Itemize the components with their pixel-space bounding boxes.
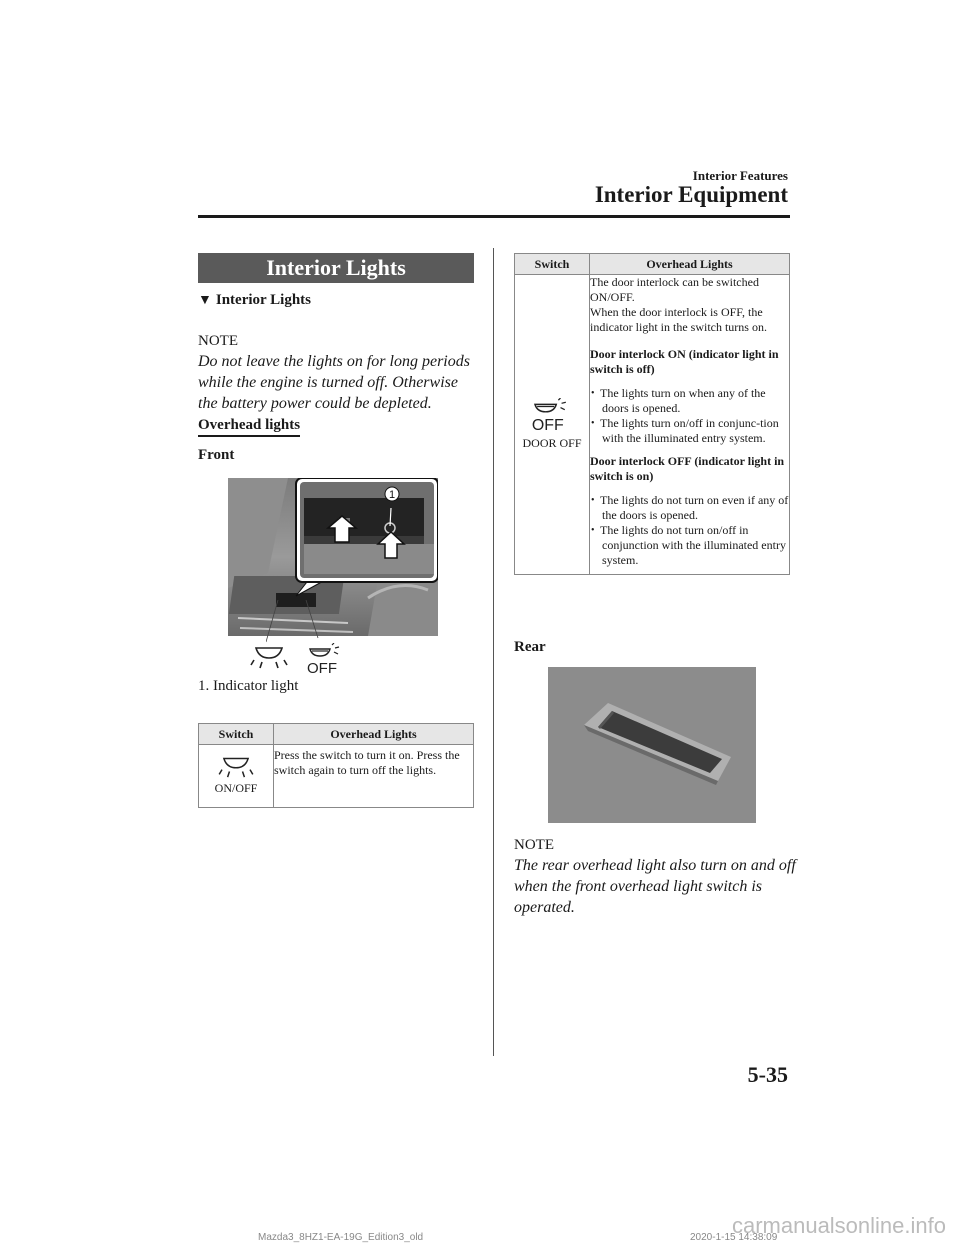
rear-overhead-light-photo [548,667,756,823]
footer-timestamp: 2020-1-15 14:38:09 [690,1232,778,1243]
switch-label: DOOR OFF [522,436,582,450]
sub-heading-text: Interior Lights [215,292,312,308]
interlock-on-heading: Door interlock ON (indicator light in switch is off) [590,347,779,376]
note-label: NOTE [198,333,238,349]
off-icon-text: OFF [531,416,564,432]
callout-number-1: 1 [388,489,396,501]
interlock-off-list [590,493,789,568]
overhead-desc-cell [274,745,474,808]
section-title: Overhead lights [198,417,300,437]
page-number: 5-35 [747,1062,788,1087]
front-label: Front [198,447,235,463]
intro-text: The door interlock can be switched ON/OFF. [590,275,759,304]
overhead-desc-cell [590,275,790,575]
interlock-on-list [590,386,789,446]
col-header-overhead-lights: Overhead Lights [590,254,790,275]
door-interlock-off-icon [530,398,574,432]
running-head-chapter: Interior Equipment [594,182,788,207]
list-item: • The lights turn on when any of the doors is opened. [602,386,789,416]
note-label: NOTE [514,837,554,853]
col-header-switch: Switch [515,254,590,275]
overhead-lights-table-door [514,253,790,575]
column-divider [493,248,494,1056]
switch-label: ON/OFF [214,781,258,795]
sub-heading [198,292,311,309]
intro-text-2: When the door interlock is OFF, the indicator light in the switch turns on. [590,305,767,334]
interlock-off-heading: Door interlock OFF (indicator light in switch is on) [590,454,785,483]
off-icon-text: OFF [307,660,337,675]
overhead-lights-table-front [198,723,474,808]
legend-item: 1. Indicator light [198,678,299,694]
note-text: Do not leave the lights on for long periods while the engine is turned off. Otherwise the battery power could be depleted. [198,353,470,412]
photo-leader-lines [266,600,336,645]
footer-file-name: Mazda3_8HZ1-EA-19G_Edition3_old [258,1232,424,1243]
header-rule [198,215,790,218]
rear-label: Rear [514,639,546,655]
dome-light-on-icon [216,751,256,779]
list-item: • The lights turn on/off in conjunc-tion with the illuminated entry system. [602,416,789,446]
list-item: • The lights do not turn on/off in conjunction with the illuminated entry system. [602,523,789,568]
note-text: The rear overhead light also turn on and off when the front overhead light switch is operated. [514,857,796,916]
watermark: carmanualsonline.info [731,1213,946,1238]
list-item: • The lights do not turn on even if any of the doors is opened. [602,493,789,523]
triangle-marker-icon: ▼ [198,293,212,308]
overhead-desc: Press the switch to turn it on. Press the switch again to turn off the lights. [274,748,460,777]
switch-cell [515,275,590,575]
switch-cell [199,745,274,808]
running-head-section: Interior Features [692,168,788,183]
door-interlock-off-icon [306,643,346,675]
section-banner: Interior Lights [198,253,474,283]
col-header-switch: Switch [199,724,274,745]
col-header-overhead-lights: Overhead Lights [274,724,474,745]
